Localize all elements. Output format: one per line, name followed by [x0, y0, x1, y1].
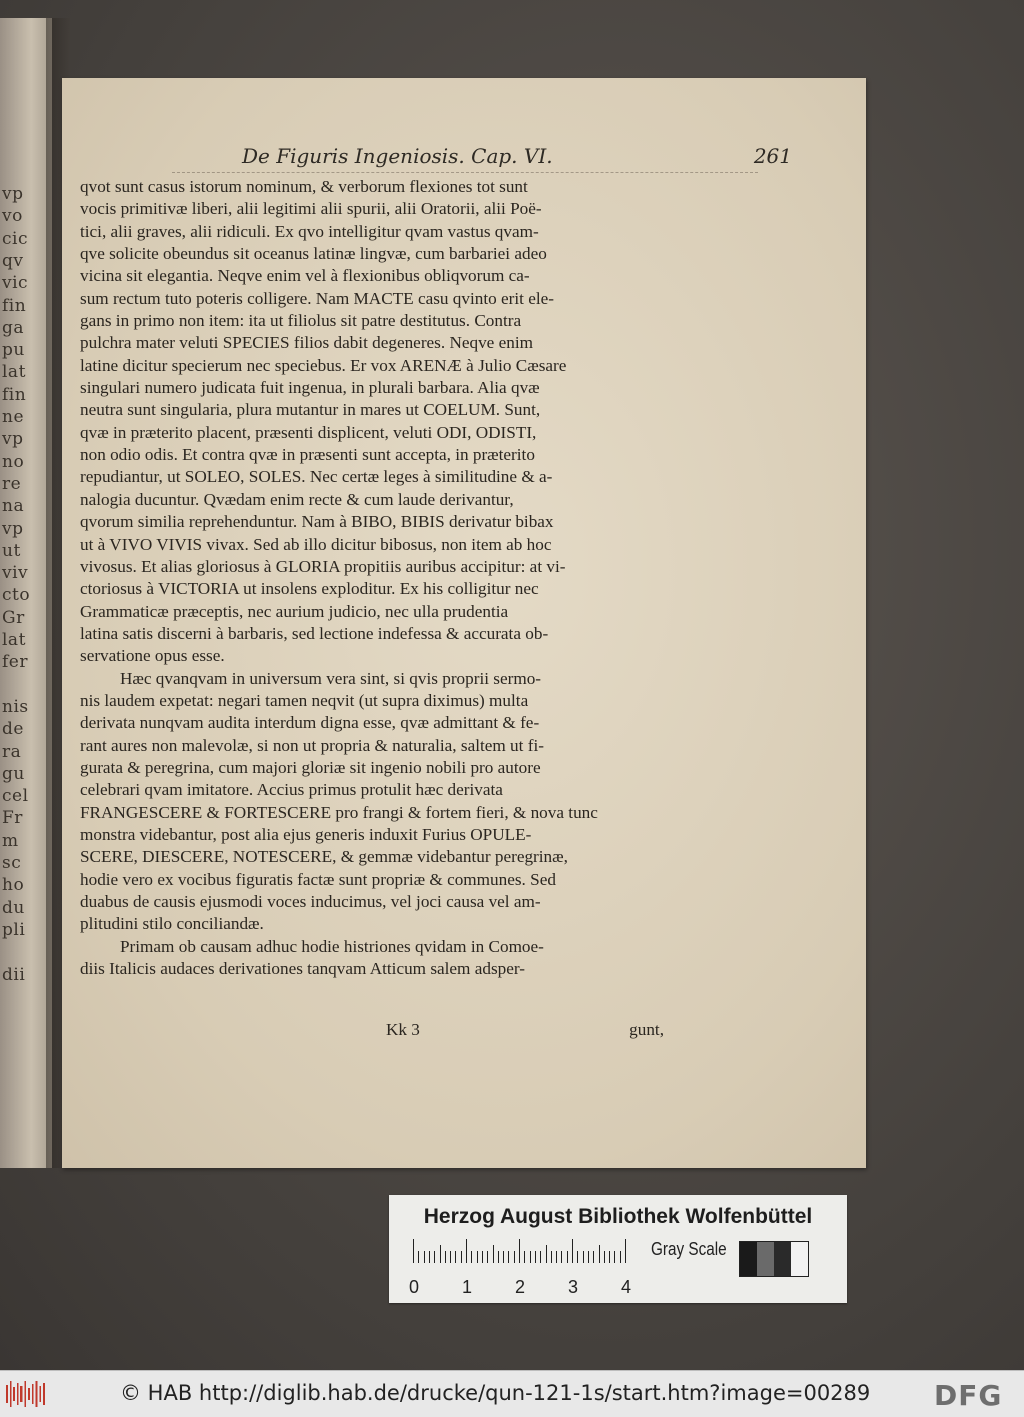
ruler-tick — [620, 1251, 621, 1263]
copyright-url[interactable]: © HAB http://diglib.hab.de/drucke/qun-121-1s/start.htm?image=00289 — [120, 1381, 871, 1405]
text-line: gans in primo non item: ita ut filiolus sit patre destitutus. Contra — [80, 311, 522, 331]
ruler-tick — [503, 1251, 504, 1263]
text-line: qvot sunt casus istorum nominum, & verborum flexiones tot sunt — [80, 177, 528, 196]
ruler-tick — [519, 1239, 520, 1263]
ruler-tick — [418, 1251, 419, 1263]
facing-page-fragment: no — [2, 451, 25, 472]
text-line: celebrari qvam imitatore. Accius primus protulit hæc derivata — [80, 780, 503, 800]
ruler-tick — [413, 1239, 414, 1263]
text-line: qvæ in præterito placent, præsenti displicent, veluti ODI, ODISTI, — [80, 422, 537, 442]
scale-number: 2 — [515, 1277, 526, 1297]
text-line: rant aures non malevolæ, si non ut propria & naturalia, saltem ut fi- — [80, 735, 544, 755]
facing-page-fragment: m — [2, 830, 19, 851]
facing-page-fragment: re — [2, 473, 22, 494]
gray-scale-patches — [739, 1241, 809, 1277]
text-line: Hæc qvanqvam in universum vera sint, si qvis proprii sermo- — [120, 668, 542, 688]
text-line: ctoriosus à VICTORIA ut insolens exploditur. Ex his colligitur nec — [80, 579, 539, 599]
facing-page-fragment: de — [2, 719, 24, 740]
text-line: latine dicitur specierum nec speciebus. Er vox ARENÆ à Julio Cæsare — [80, 355, 567, 375]
facing-page-edge — [0, 18, 52, 1168]
facing-page-fragment: ga — [2, 317, 25, 338]
facing-page-fragment: gu — [2, 763, 25, 784]
text-line: plitudini stilo conciliandæ. — [80, 914, 264, 934]
facing-page-fragment: vic — [2, 273, 29, 294]
text-line: vicina sit elegantia. Neqve enim vel à flexionibus obliqvorum ca- — [80, 266, 530, 286]
ruler-tick — [546, 1245, 547, 1263]
body-text — [80, 176, 664, 980]
ruler-tick — [461, 1251, 462, 1263]
scale-number: 4 — [621, 1277, 632, 1297]
text-line: sum rectum tuto poteris colligere. Nam MACTE casu qvinto erit ele- — [80, 288, 554, 308]
ruler-tick — [455, 1251, 456, 1263]
facing-page-fragment: du — [2, 897, 25, 918]
scale-ruler — [413, 1239, 625, 1263]
text-line: FRANGESCERE & FORTESCERE pro frangi & fortem fieri, & nova tunc — [80, 802, 598, 822]
facing-page-fragment: lat — [2, 362, 26, 383]
ruler-tick — [498, 1251, 499, 1263]
scale-number: 1 — [462, 1277, 473, 1297]
barcode-icon — [6, 1381, 46, 1407]
signature-mark: Kk 3 — [386, 1020, 420, 1039]
text-line: derivata nunqvam audita interdum digna esse, qvæ admittant & fe- — [80, 713, 540, 733]
facing-page-fragment: fer — [2, 652, 28, 673]
ruler-tick — [588, 1251, 589, 1263]
facing-page-fragment: lat — [2, 630, 26, 650]
text-line: nis laudem expetat: negari tamen neqvit (ut supra diximus) multa — [80, 690, 529, 710]
ruler-tick — [625, 1239, 626, 1263]
text-line: pulchra mater veluti SPECIES filios dabit degeneres. Neqve enim — [80, 333, 533, 353]
gray-patch — [791, 1242, 808, 1276]
facing-page-fragment: fin — [2, 384, 27, 405]
ruler-tick — [487, 1251, 488, 1263]
text-line: non odio odis. Et contra qvæ in præsenti sunt accepta, in præterito — [80, 445, 535, 465]
facing-page-fragment: cic — [2, 228, 28, 249]
dfg-logo: DFG — [934, 1379, 1003, 1412]
ruler-tick — [482, 1251, 483, 1263]
ruler-tick — [434, 1251, 435, 1263]
facing-page-fragment: dii — [2, 964, 26, 985]
facing-page-fragment: fin — [2, 295, 27, 316]
ruler-tick — [577, 1251, 578, 1263]
ruler-tick — [466, 1239, 467, 1263]
facing-page-fragment: vp — [2, 429, 24, 450]
viewer-footer — [0, 1370, 1024, 1417]
ruler-tick — [508, 1251, 509, 1263]
facing-page-fragment: ut — [2, 540, 21, 561]
ruler-tick — [514, 1251, 515, 1263]
text-line: repudiantur, ut SOLEO, SOLES. Nec certæ leges à similitudine & a- — [80, 467, 553, 487]
ruler-tick — [477, 1251, 478, 1263]
text-line: qvorum similia reprehenduntur. Nam à BIBO, BIBIS derivatur bibax — [80, 512, 554, 532]
text-line: latina satis discerni à barbaris, sed lectione indefessa & accurata ob- — [80, 623, 549, 643]
library-target-card — [389, 1195, 847, 1303]
text-line: vocis primitivæ liberi, alii legitimi alii spurii, alii Oratorii, alii Poë- — [80, 199, 542, 219]
facing-page-fragment: Gr — [2, 607, 25, 628]
ruler-tick — [609, 1251, 610, 1263]
page-footer-line — [80, 1020, 664, 1042]
ruler-tick — [424, 1251, 425, 1263]
gray-scale-label: Gray Scale — [651, 1239, 727, 1259]
facing-page-fragment: vp — [2, 184, 24, 204]
text-line: singulari numero judicata fuit ingenua, in plurali barbara. Alia qvæ — [80, 378, 540, 398]
text-line: hodie vero ex vocibus figuratis factæ sunt propriæ & communes. Sed — [80, 869, 556, 889]
text-line: qve solicite obeundus sit oceanus latinæ lingvæ, cum barbariei adeo — [80, 244, 547, 264]
facing-page-fragment: vp — [2, 518, 24, 539]
text-line: tici, alii graves, alii ridiculi. Ex qvo intelligitur qvam vastus qvam- — [80, 221, 539, 241]
ruler-tick — [561, 1251, 562, 1263]
facing-page-fragment: qv — [2, 250, 24, 271]
ruler-tick — [614, 1251, 615, 1263]
running-title: De Figuris Ingeniosis. Cap. VI. — [242, 144, 553, 168]
gray-patch — [774, 1242, 791, 1276]
ruler-tick — [535, 1251, 536, 1263]
catchword: gunt, — [629, 1020, 664, 1039]
facing-page-fragment: viv — [2, 563, 29, 584]
ruler-tick — [583, 1251, 584, 1263]
scale-number: 0 — [409, 1277, 420, 1297]
running-head — [242, 144, 792, 170]
scale-number: 3 — [568, 1277, 579, 1297]
text-line: vivosus. Et alias gloriosus à GLORIA propitiis auribus accipitur: at vi- — [80, 556, 566, 576]
gray-patch — [740, 1242, 757, 1276]
book-page — [62, 78, 866, 1168]
text-line: diis Italicis audaces derivationes tanqvam Atticum salem adsper- — [80, 959, 525, 979]
facing-page-fragment: cto — [2, 585, 31, 606]
facing-page-fragment: ra — [2, 741, 22, 762]
text-line: nalogia ducuntur. Qvædam enim recte & cum laude derivantur, — [80, 489, 514, 509]
ruler-tick — [593, 1251, 594, 1263]
text-line: SCERE, DIESCERE, NOTESCERE, & gemmæ videbantur peregrinæ, — [80, 847, 568, 867]
ruler-tick — [530, 1251, 531, 1263]
facing-page-fragment: nis — [2, 696, 29, 717]
gray-patch — [757, 1242, 774, 1276]
facing-page-fragment: cel — [2, 786, 29, 807]
ruler-tick — [551, 1251, 552, 1263]
ruler-tick — [540, 1251, 541, 1263]
facing-page-fragment: pli — [2, 919, 26, 940]
text-line: servatione opus esse. — [80, 646, 225, 666]
ruler-tick — [440, 1245, 441, 1263]
text-line: monstra videbantur, post alia ejus generis induxit Furius OPULE- — [80, 824, 532, 844]
ruler-tick — [572, 1239, 573, 1263]
ruler-tick — [567, 1251, 568, 1263]
text-line: ut à VIVO VIVIS vivax. Sed ab illo dicitur bibosus, non item ab hoc — [80, 534, 552, 554]
facing-page-fragment: na — [2, 496, 25, 517]
text-line: Grammaticæ præceptis, nec aurium judicio, nec ulla prudentia — [80, 601, 509, 621]
ruler-tick — [471, 1251, 472, 1263]
page-number: 261 — [753, 144, 792, 168]
text-line: gurata & peregrina, cum majori gloriæ sit ingenio nobili pro autore — [80, 757, 541, 777]
ruler-tick — [604, 1251, 605, 1263]
text-line: neutra sunt singularia, plura mutantur in mares ut COELUM. Sunt, — [80, 400, 541, 420]
facing-page-fragment: pu — [2, 340, 25, 361]
facing-page-fragment: ne — [2, 407, 25, 427]
ruler-tick — [445, 1251, 446, 1263]
facing-page-fragment: Fr — [2, 808, 23, 829]
library-name: Herzog August Bibliothek Wolfenbüttel — [423, 1205, 813, 1228]
ruler-tick — [556, 1251, 557, 1263]
ruler-tick — [450, 1251, 451, 1263]
ruler-tick — [429, 1251, 430, 1263]
ruler-tick — [599, 1245, 600, 1263]
facing-page-fragment: vo — [2, 206, 23, 227]
ruler-tick — [524, 1251, 525, 1263]
text-line: Primam ob causam adhuc hodie histriones qvidam in Comoe- — [120, 936, 544, 956]
facing-page-fragment: ho — [2, 875, 25, 896]
text-line: duabus de causis ejusmodi voces inducimus, vel joci causa vel am- — [80, 892, 541, 911]
ruler-tick — [493, 1245, 494, 1263]
facing-page-fragment: sc — [2, 853, 22, 873]
header-rule — [172, 172, 758, 174]
